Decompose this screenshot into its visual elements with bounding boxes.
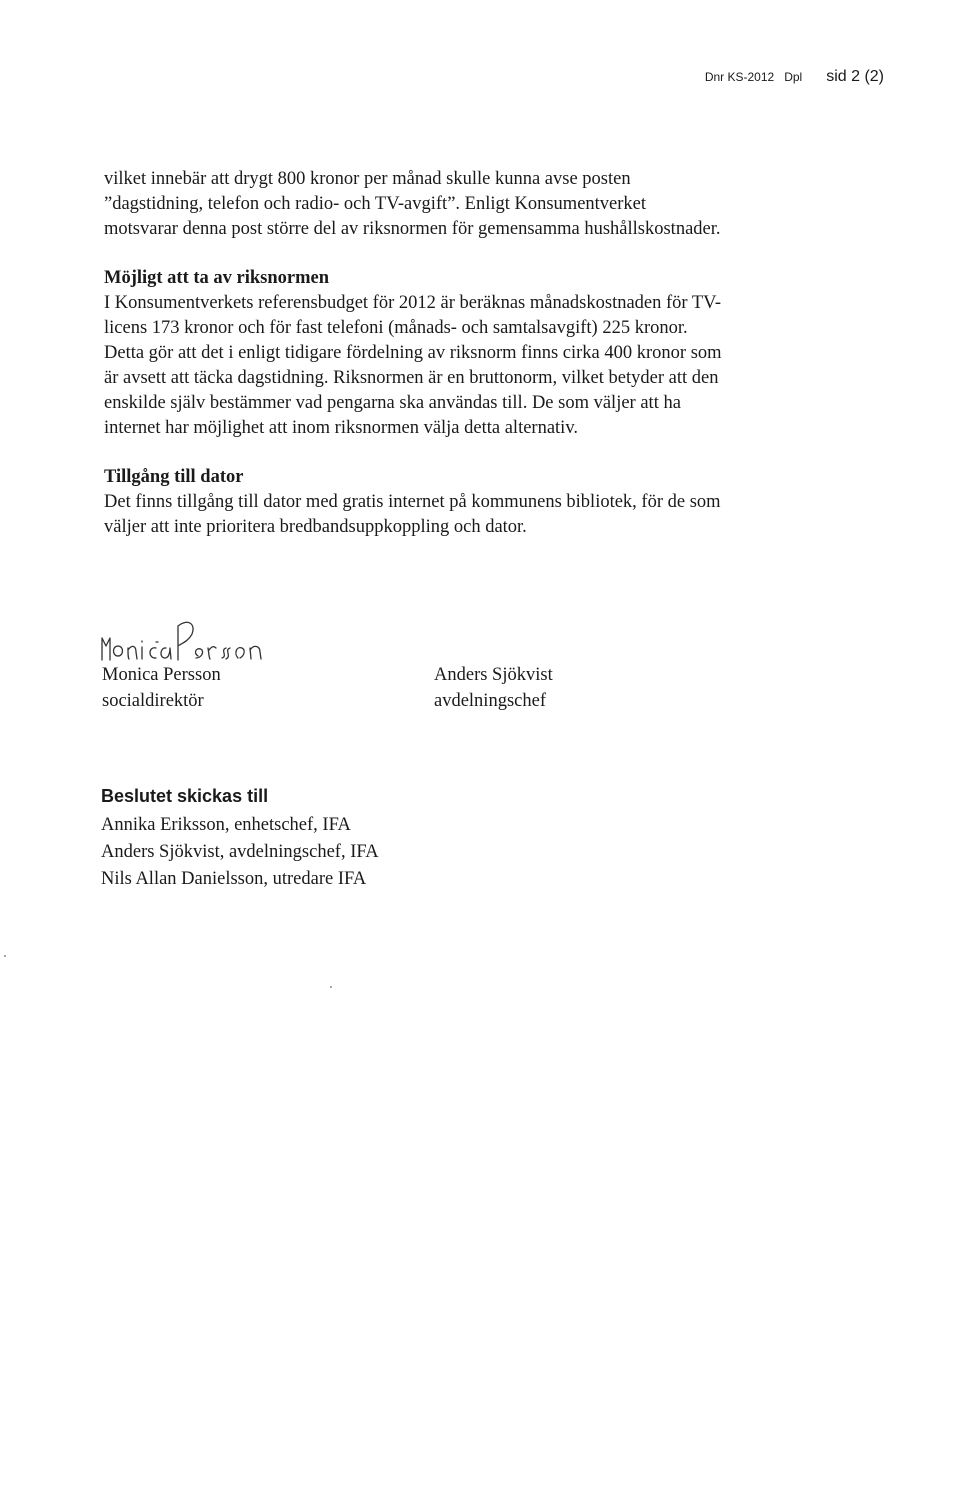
text-line: är avsett att täcka dagstidning. Riksnormen är en bruttonorm, vilket betyder att den bbox=[104, 368, 719, 388]
signatory-left bbox=[102, 662, 221, 714]
text-line: Det finns tillgång till dator med gratis internet på kommunens bibliotek, för de som bbox=[104, 492, 721, 512]
section-riksnormen bbox=[104, 266, 804, 441]
signatory-name: Monica Persson bbox=[102, 665, 221, 685]
text-line: motsvarar denna post större del av riksnormen för gemensamma hushållskostnader. bbox=[104, 219, 721, 239]
page-number: sid 2 (2) bbox=[826, 68, 884, 85]
text-line: vilket innebär att drygt 800 kronor per månad skulle kunna avse posten bbox=[104, 169, 631, 189]
text-line: enskilde själv bestämmer vad pengarna ska användas till. De som väljer att ha bbox=[104, 393, 681, 413]
dpl-label: Dpl bbox=[784, 70, 803, 84]
recipient: Nils Allan Danielsson, utredare IFA bbox=[101, 869, 367, 889]
section-heading: Tillgång till dator bbox=[104, 467, 244, 487]
signatory-right bbox=[434, 662, 553, 714]
recipient: Anders Sjökvist, avdelningschef, IFA bbox=[101, 842, 379, 862]
signatory-title: avdelningschef bbox=[434, 691, 546, 711]
text-line: väljer att inte prioritera bredbandsuppkoppling och dator. bbox=[104, 517, 527, 537]
section-dator bbox=[104, 465, 804, 540]
scan-speck bbox=[330, 986, 332, 988]
page-header bbox=[705, 68, 884, 86]
svg-text:Monica Persson: Monica Persson bbox=[96, 612, 103, 613]
recipient: Annika Eriksson, enhetschef, IFA bbox=[101, 815, 351, 835]
sent-to-heading: Beslutet skickas till bbox=[101, 786, 269, 806]
signatory-name: Anders Sjökvist bbox=[434, 665, 553, 685]
text-line: licens 173 kronor och för fast telefoni (månads- och samtalsavgift) 225 kronor. bbox=[104, 318, 688, 338]
signatory-title: socialdirektör bbox=[102, 691, 204, 711]
text-line: internet har möjlighet att inom riksnormen välja detta alternativ. bbox=[104, 418, 578, 438]
text-line: Detta gör att det i enligt tidigare fördelning av riksnorm finns cirka 400 kronor som bbox=[104, 343, 722, 363]
case-number: Dnr KS-2012 bbox=[704, 70, 775, 84]
scan-speck bbox=[4, 955, 6, 957]
text-line: ”dagstidning, telefon och radio- och TV-avgift”. Enligt Konsumentverket bbox=[104, 194, 647, 214]
text-line: I Konsumentverkets referensbudget för 2012 är beräknas månadskostnaden för TV- bbox=[104, 293, 721, 313]
section-heading: Möjligt att ta av riksnormen bbox=[104, 268, 330, 288]
intro-paragraph bbox=[104, 167, 804, 242]
recipient-list bbox=[101, 812, 379, 893]
